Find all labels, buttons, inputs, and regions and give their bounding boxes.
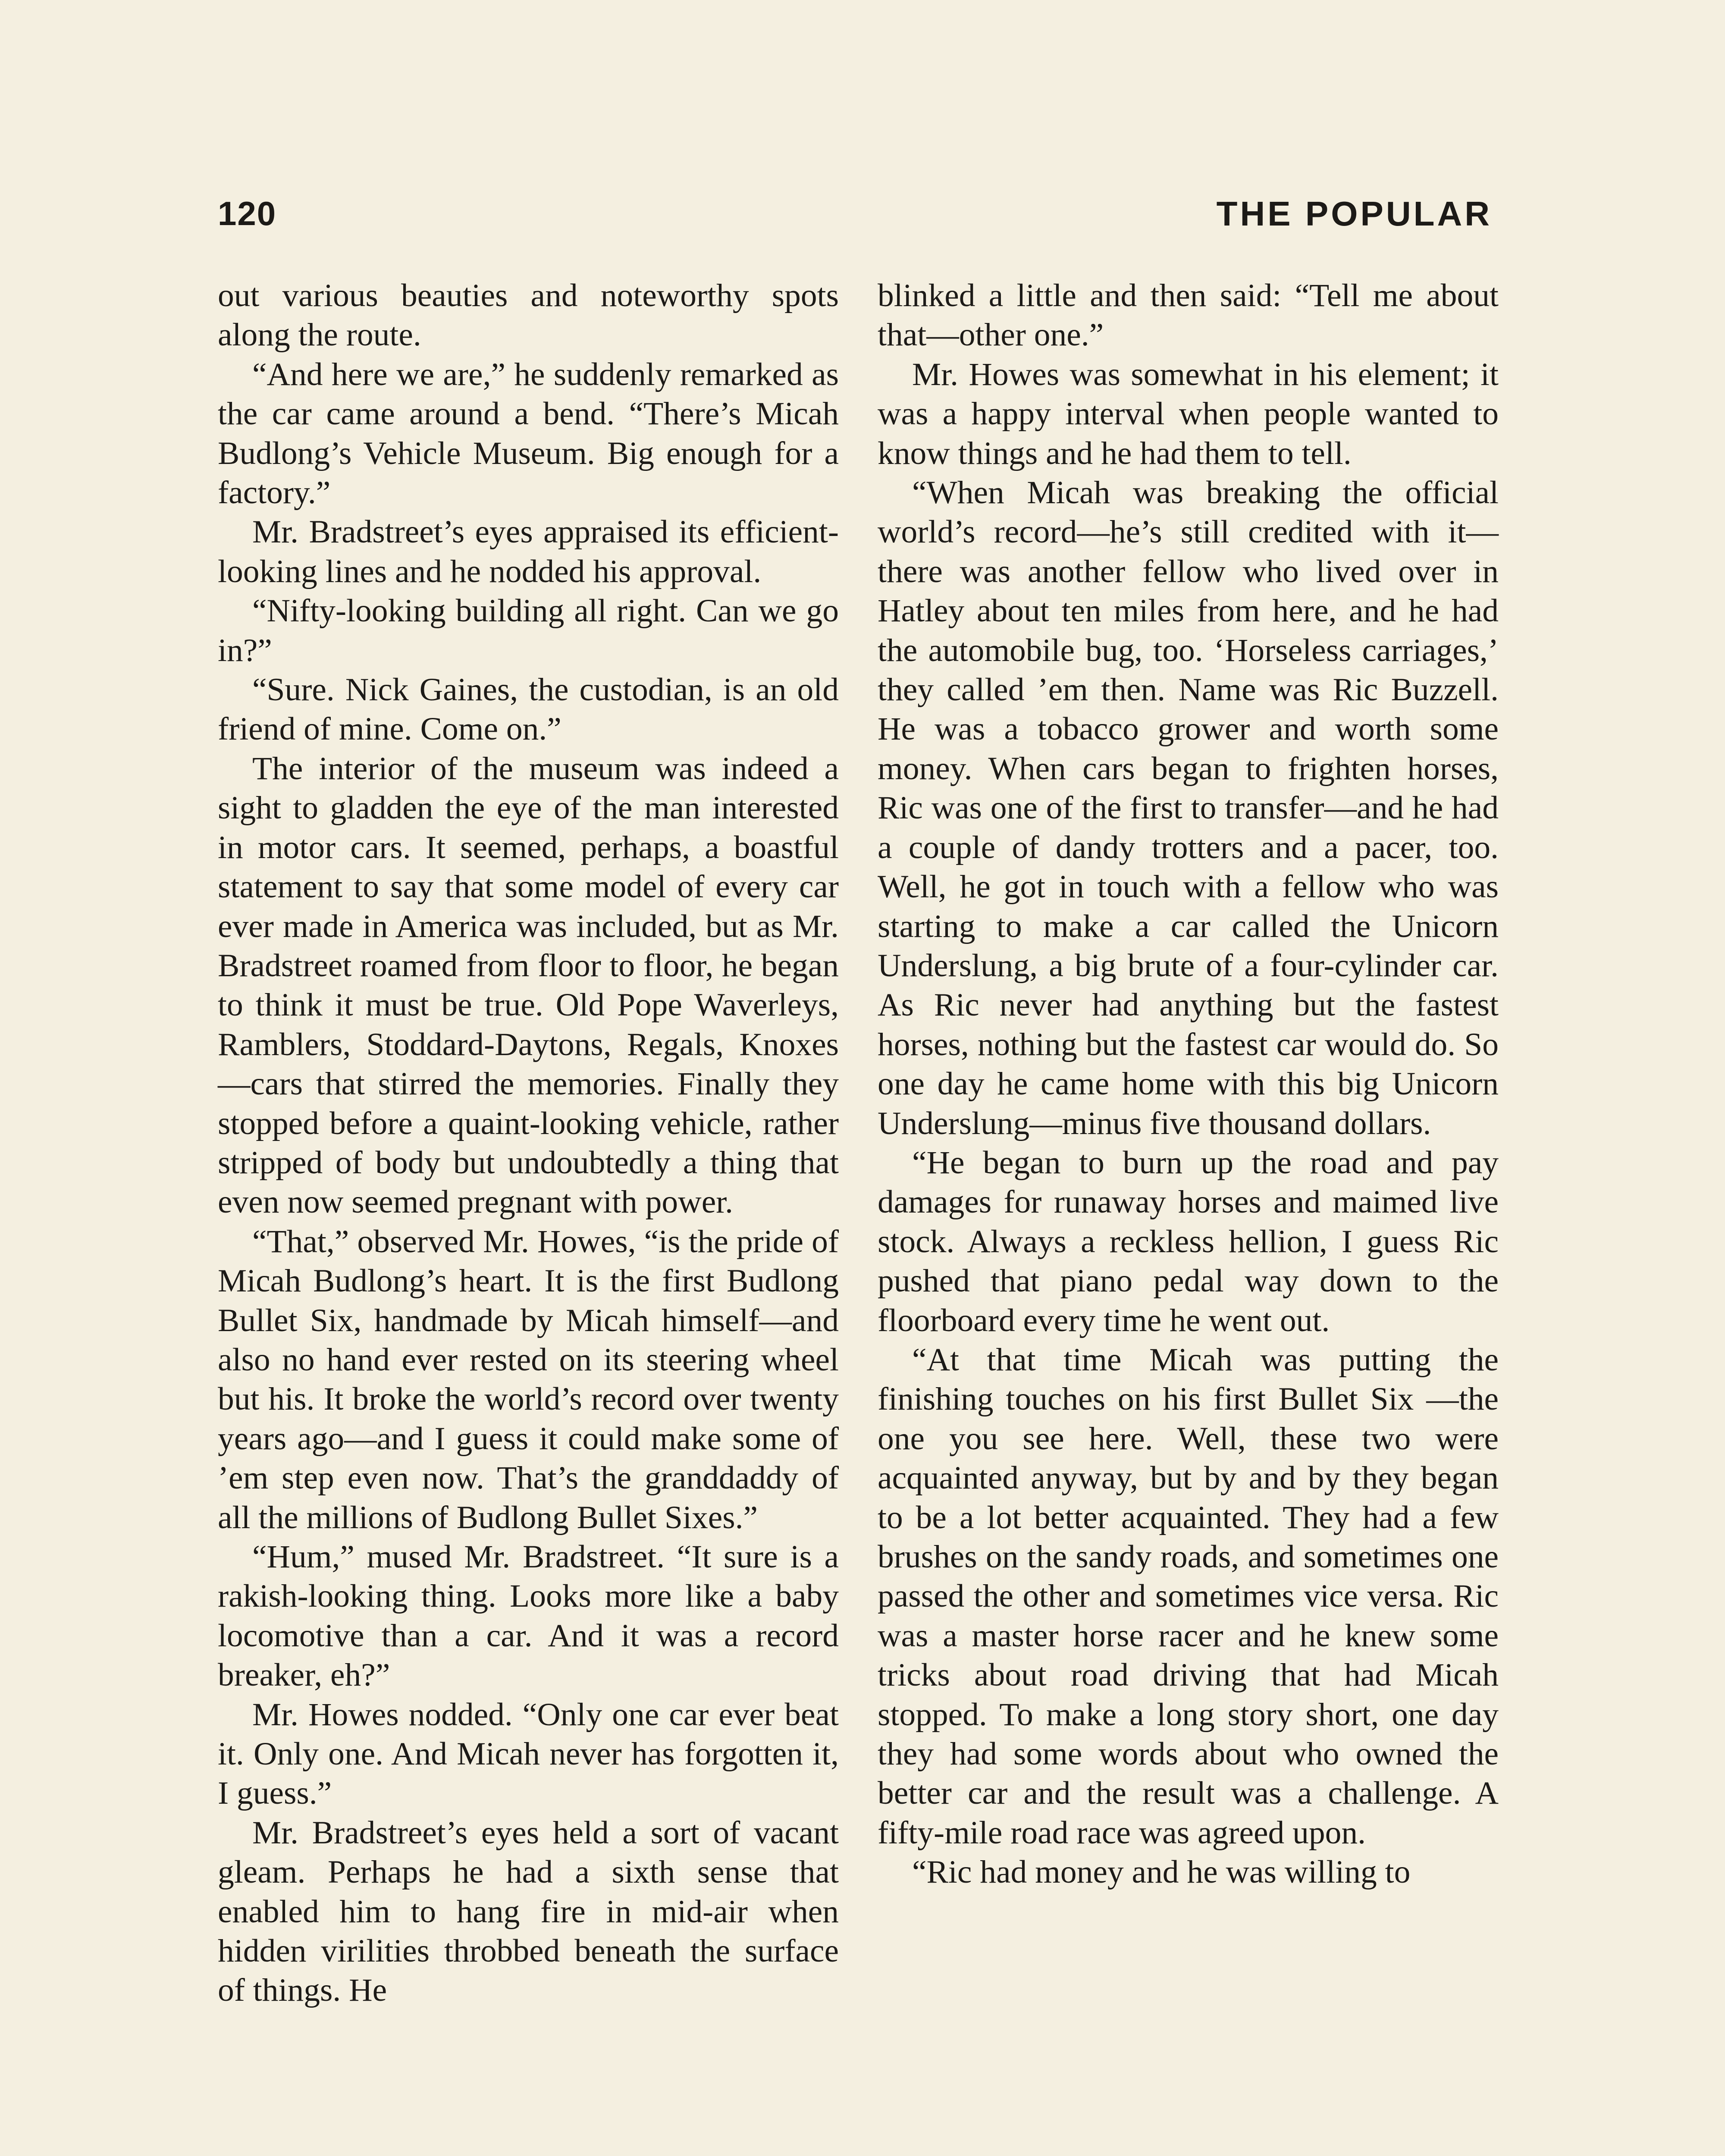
paragraph: “Ric had money and he was willing to bbox=[912, 1854, 1411, 1890]
paragraph: Mr. Bradstreet’s eyes appraised its efficient-looking lines and he nodded his approval. bbox=[218, 514, 839, 589]
page-header bbox=[218, 194, 1492, 259]
paragraph: “Sure. Nick Gaines, the custodian, is an old friend of mine. Come on.” bbox=[218, 672, 839, 747]
paragraph: “Hum,” mused Mr. Bradstreet. “It sure is a rakish-looking thing. Looks more like a baby locomotive than a car. And it was a record breaker, eh?” bbox=[218, 1539, 839, 1693]
paragraph: blinked a little and then said: “Tell me about that—other one.” bbox=[878, 278, 1499, 353]
paragraph: Mr. Bradstreet’s eyes held a sort of vacant gleam. Perhaps he had a sixth sense that enabled him to hang fire in mid-air when hidden virilities throbbed beneath the surface of things. He bbox=[218, 1814, 839, 2009]
paragraph: Mr. Howes nodded. “Only one car ever beat it. Only one. And Micah never has forgotten it, I guess.” bbox=[218, 1696, 839, 1811]
paragraph: The interior of the museum was indeed a sight to gladden the eye of the man interested in motor cars. It seemed, perhaps, a boastful statement to say that some model of every car ever made in America was included, but as Mr. Bradstreet roamed from floor to floor, he began to think it must be true. Old Pope Waverleys, Ramblers, Stoddard-Daytons, Regals, Knoxes—cars that stirred the memories. Finally they stopped before a quaint-looking vehicle, rather stripped of body but undoubtedly a thing that even now seemed pregnant with power. bbox=[218, 750, 839, 1220]
paragraph: “And here we are,” he suddenly remarked as the car came around a bend. “There’s Micah Budlong’s Vehicle Museum. Big enough for a factory.” bbox=[218, 356, 839, 511]
paragraph: “When Micah was breaking the official world’s record—he’s still credited with it—there was another fellow who lived over in Hatley about ten miles from here, and he had the automobile bug, too. ‘Horseless carriages,’ they called ’em then. Name was Ric Buzzell. He was a tobacco grower and worth some money. When cars began to frighten horses, Ric was one of the first to transfer—and he had a couple of dandy trotters and a pacer, too. Well, he got in touch with a fellow who was starting to make a car called the Unicorn Underslung, a big brute of a four-cylinder car. As Ric never had anything but the fastest horses, nothing but the fastest car would do. So one day he came home with this big Unicorn Underslung—minus five thousand dollars. bbox=[878, 475, 1499, 1141]
left-column bbox=[218, 276, 839, 2010]
magazine-title: THE POPULAR bbox=[1216, 194, 1492, 233]
paragraph: out various beauties and noteworthy spots along the route. bbox=[218, 278, 839, 353]
paragraph: “Nifty-looking building all right. Can we go in?” bbox=[218, 593, 839, 668]
page-number: 120 bbox=[218, 194, 277, 232]
right-column bbox=[878, 276, 1499, 1892]
paragraph: “That,” observed Mr. Howes, “is the pride of Micah Budlong’s heart. It is the first Budlong Bullet Six, handmade by Micah himself—and also no hand ever rested on its steering wheel but his. It broke the world’s record over twenty years ago—and I guess it could make some of ’em step even now. That’s the granddaddy of all the millions of Budlong Bullet Sixes.” bbox=[218, 1223, 839, 1536]
paragraph: “At that time Micah was putting the finishing touches on his first Bullet Six —the one you see here. Well, these two were acquainted anyway, but by and by they began to be a lot better acquainted. They had a few brushes on the sandy roads, and sometimes one passed the other and sometimes vice versa. Ric was a master horse racer and he knew some tricks about road driving that had Micah stopped. To make a long story short, one day they had some words about who owned the better car and the result was a challenge. A fifty-mile road race was agreed upon. bbox=[878, 1341, 1499, 1851]
paragraph: Mr. Howes was somewhat in his element; it was a happy interval when people wanted to know things and he had them to tell. bbox=[878, 356, 1499, 471]
paragraph: “He began to burn up the road and pay damages for runaway horses and maimed live stock. Always a reckless hellion, I guess Ric pushed that piano pedal way down to the floorboard every time he went out. bbox=[878, 1144, 1499, 1338]
